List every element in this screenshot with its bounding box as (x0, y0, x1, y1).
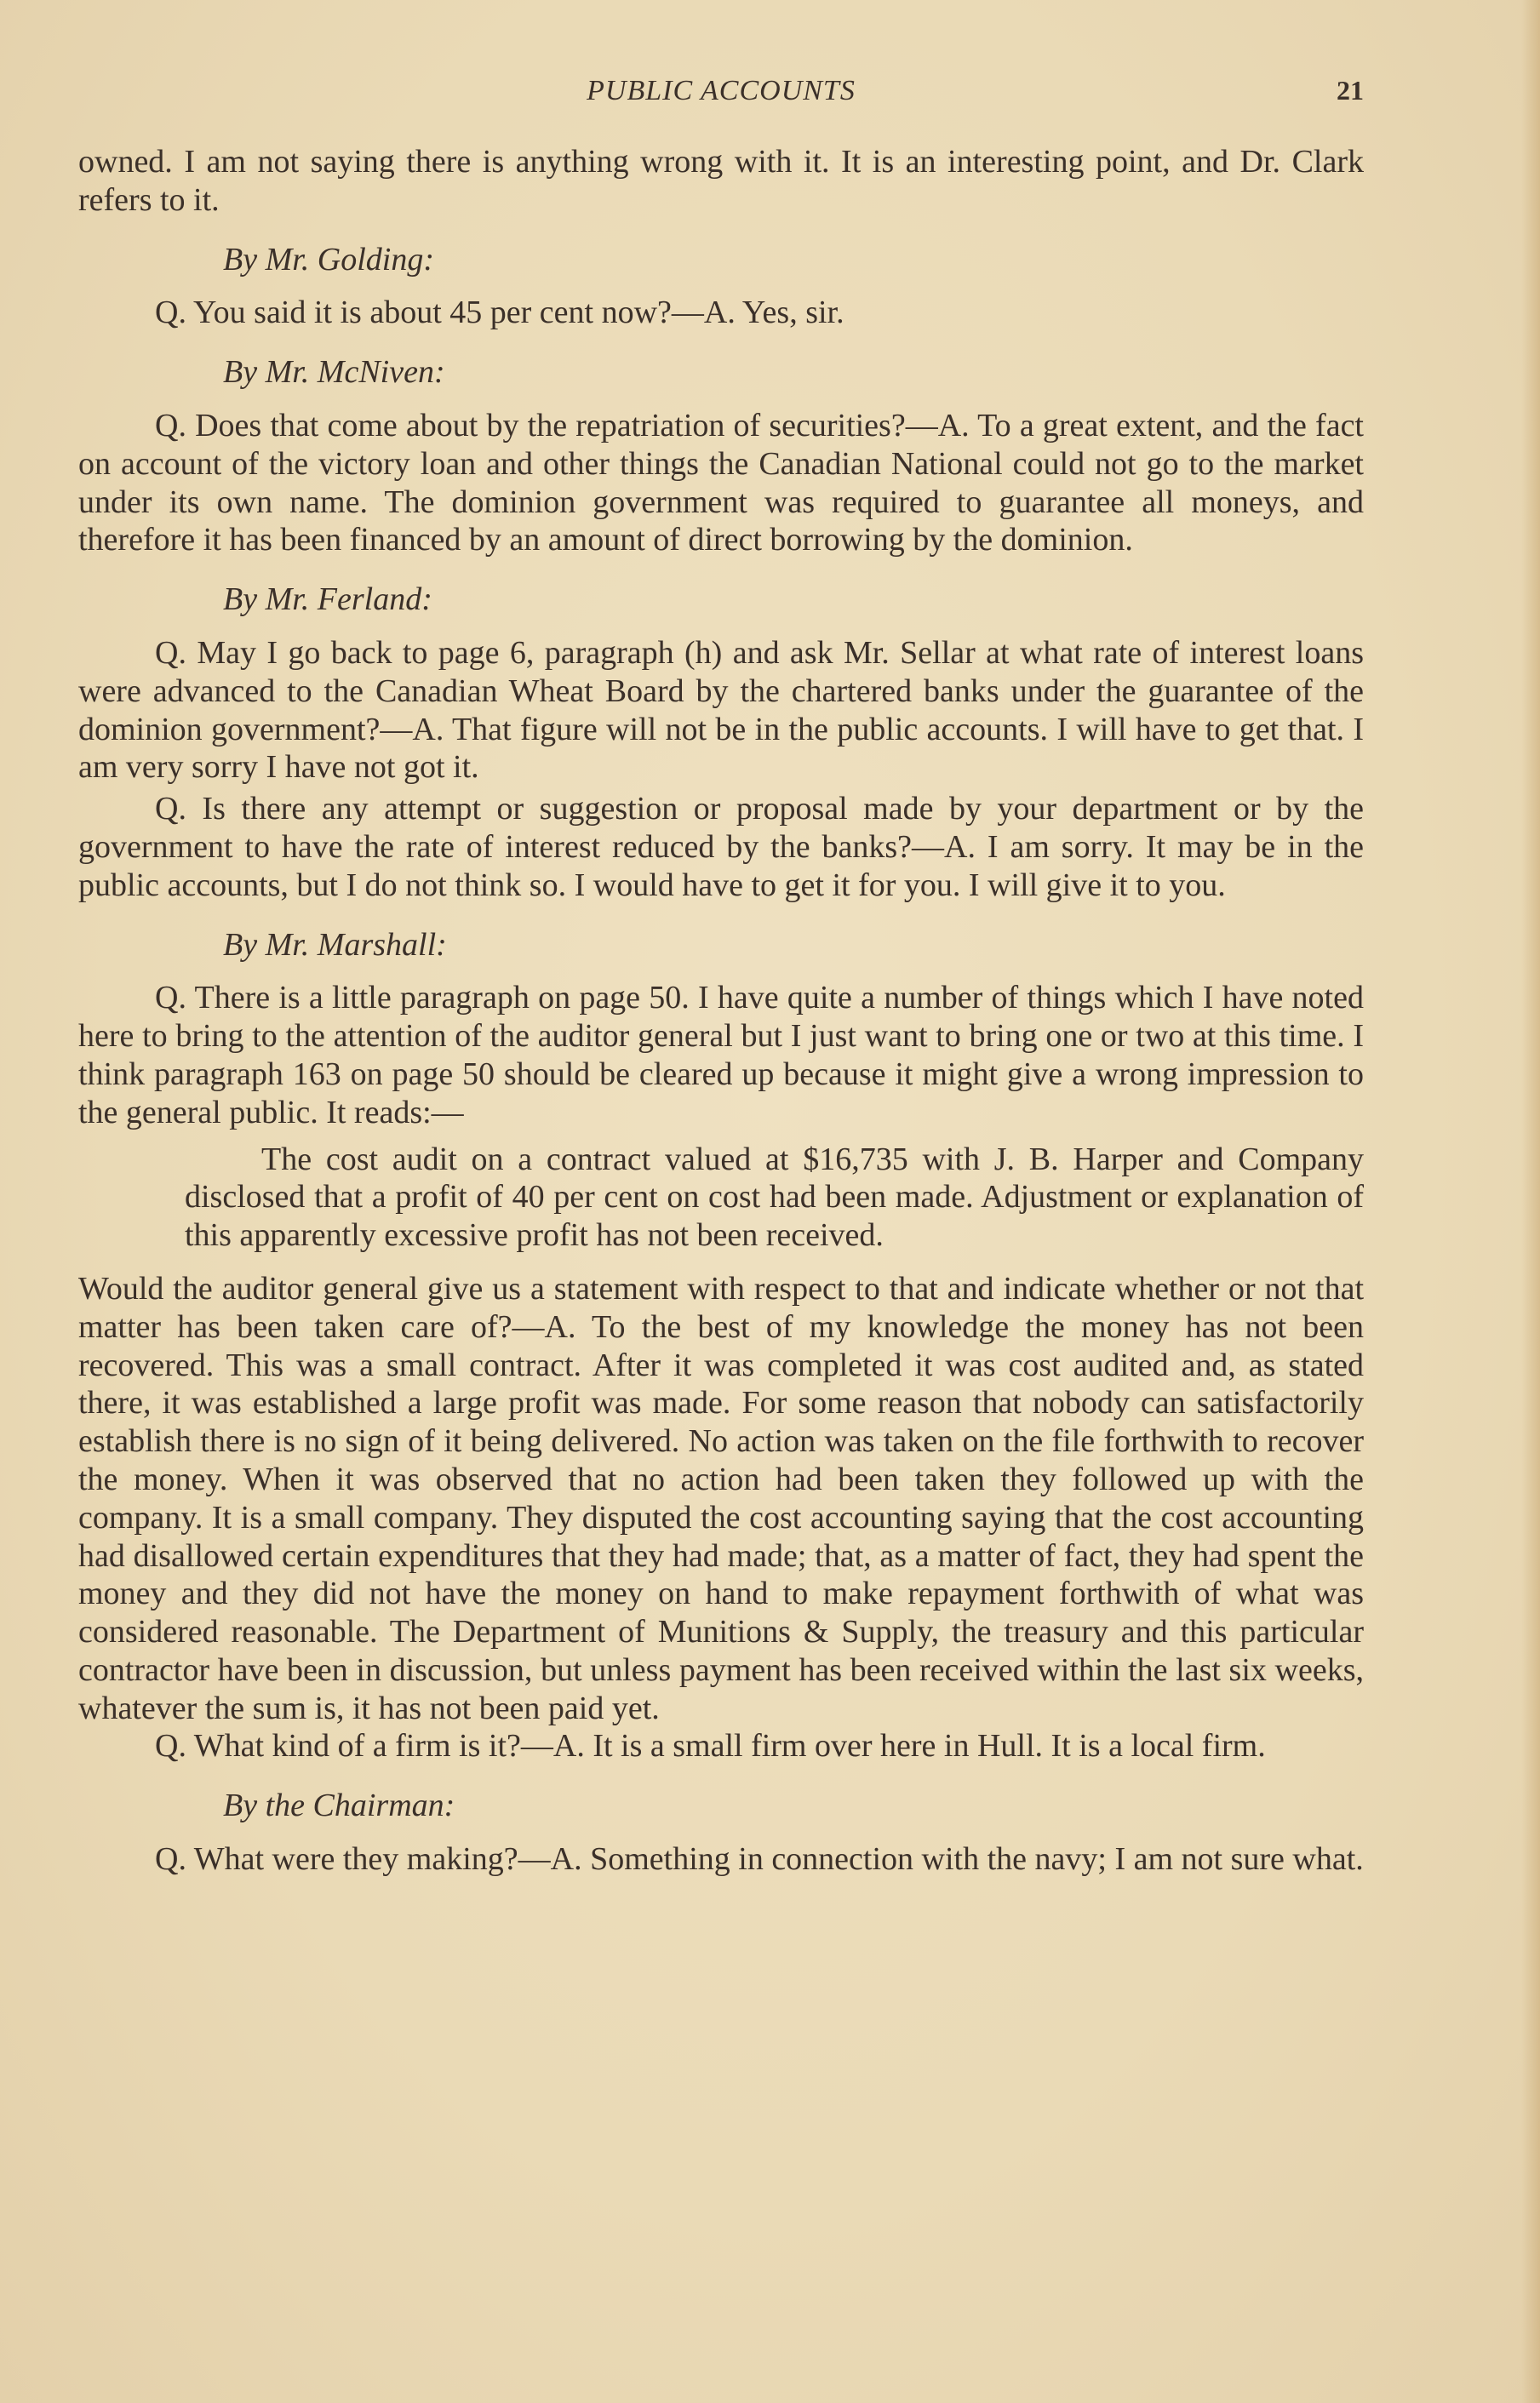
qa-paragraph: Q. What kind of a firm is it?—A. It is a small firm over here in Hull. It is a local firm. (155, 1728, 1266, 1765)
qa-paragraph: Q. May I go back to page 6, paragraph (h) and ask Mr. Sellar at what rate of interest loans were advanced to the Canadian Wheat Board by the chartered banks under the guarantee of the dominion government?—A. That figure will not be in the public accounts. I will have to get that. I am very sorry I have not got it. (78, 634, 1364, 786)
qa-paragraph: Q. Is there any attempt or suggestion or proposal made by your department or by the government to have the rate of interest reduced by the banks?—A. I am sorry. It may be in the public accounts, but I do not think so. I would have to get it for you. I will give it to you. (78, 791, 1364, 903)
qa-paragraph: Q. You said it is about 45 per cent now?—A. Yes, sir. (155, 295, 844, 331)
qa-paragraph: Q. Does that come about by the repatriation of securities?—A. To a great extent, and the fact on account of the victory loan and other things the Canadian National could not go to the market under its own name. The dominion government was required to guarantee all moneys, and therefore it has been financed by an amount of direct borrowing by the dominion. (78, 407, 1364, 558)
body-text (78, 143, 1364, 1879)
running-head: PUBLIC ACCOUNTS (587, 75, 856, 106)
speaker-heading: By the Chairman: (223, 1788, 455, 1824)
page-number: 21 (1337, 75, 1364, 106)
page-edge-shading (1521, 0, 1540, 2403)
speaker-heading: By Mr. Ferland: (223, 581, 432, 618)
qa-paragraph: Q. What were they making?—A. Something in connection with the navy; I am not sure what. (155, 1841, 1364, 1878)
continuation-paragraph: owned. I am not saying there is anything wrong with it. It is an interesting point, and Dr. Clark refers to it. (78, 144, 1364, 218)
speaker-heading: By Mr. Golding: (223, 241, 435, 277)
speaker-heading: By Mr. McNiven: (223, 354, 445, 391)
qa-paragraph: Q. There is a little paragraph on page 50. I have quite a number of things which I have noted here to bring to the attention of the auditor general but I just want to bring one or two at this time. I think paragraph 163 on page 50 should be cleared up because it might give a wrong impression to the general public. It reads:— (78, 980, 1364, 1130)
speaker-heading: By Mr. Marshall: (223, 926, 447, 963)
continuation-paragraph: Would the auditor general give us a statement with respect to that and indicate whether or not that matter has been taken care of?—A. To the best of my knowledge the money has not been recovered. This was a small contract. After it was completed it was cost audited and, as stated there, it was established a large profit was made. For some reason that nobody can satisfactorily establish there is no sign of it being delivered. No action was taken on the file forthwith to recover the money. When it was observed that no action had been taken they followed up with the company. It is a small company. They disputed the cost accounting saying that the cost accounting had disallowed certain expenditures that they had made; that, as a matter of fact, they had spent the money and they did not have the money on hand to make repayment forthwith of what was considered reasonable. The Department of Munitions & Supply, the treasury and this particular contractor have been in discussion, but unless payment has been received within the last six weeks, whatever the sum is, it has not been paid yet. (78, 1270, 1364, 1726)
block-quote: The cost audit on a contract valued at $16,735 with J. B. Harper and Company disclosed that a profit of 40 per cent on cost had been made. Adjustment or explanation of this apparently excessive profit has not been received. (185, 1141, 1364, 1254)
page-header (78, 75, 1364, 117)
